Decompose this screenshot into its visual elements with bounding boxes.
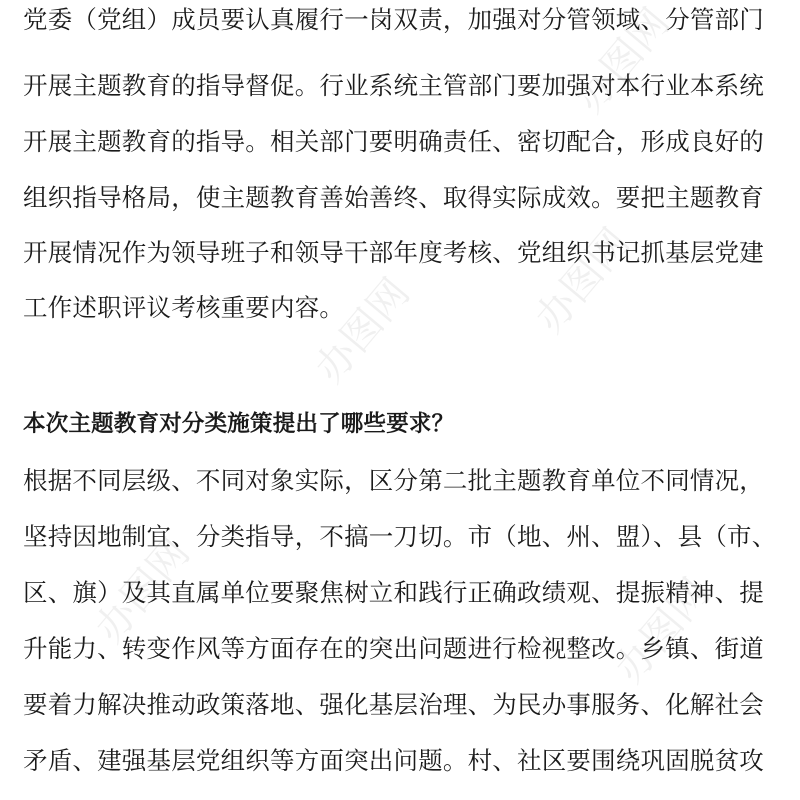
paragraph-line: 根据不同层级、不同对象实际，区分第二批主题教育单位不同情况，: [23, 466, 764, 495]
paragraph-line: 要着力解决推动政策落地、强化基层治理、为民办事服务、化解社会: [23, 690, 764, 719]
paragraph-line: 开展情况作为领导班子和领导干部年度考核、党组织书记抓基层党建: [23, 238, 764, 267]
paragraph-line: 组织指导格局，使主题教育善始善终、取得实际成效。要把主题教育: [23, 183, 764, 212]
paragraph-line: 工作述职评议考核重要内容。: [23, 293, 345, 322]
watermark: 办图网: [566, 0, 679, 122]
paragraph-line: 坚持因地制宜、分类指导，不搞一刀切。市（地、州、盟）、县（市、: [23, 522, 777, 551]
watermark: 办图网: [606, 570, 719, 692]
paragraph-line: 党委（党组）成员要认真履行一岗双责，加强对分管领域、分管部门: [23, 5, 764, 34]
paragraph-line: 开展主题教育的指导。相关部门要明确责任、密切配合，形成良好的: [23, 127, 764, 156]
paragraph-line: 升能力、转变作风等方面存在的突出问题进行检视整改。乡镇、街道: [23, 634, 764, 663]
watermark: 办图网: [306, 270, 419, 392]
paragraph-line: 开展主题教育的指导督促。行业系统主管部门要加强对本行业本系统: [23, 71, 764, 100]
paragraph-line: 区、旗）及其直属单位要聚焦树立和践行正确政绩观、提振精神、提: [23, 578, 764, 607]
watermark: 办图网: [526, 220, 639, 342]
paragraph-line: 矛盾、建强基层党组织等方面突出问题。村、社区要围绕巩固脱贫攻: [23, 746, 764, 775]
section-heading: 本次主题教育对分类施策提出了哪些要求？: [23, 411, 455, 437]
watermark: 办图网: [86, 530, 199, 652]
